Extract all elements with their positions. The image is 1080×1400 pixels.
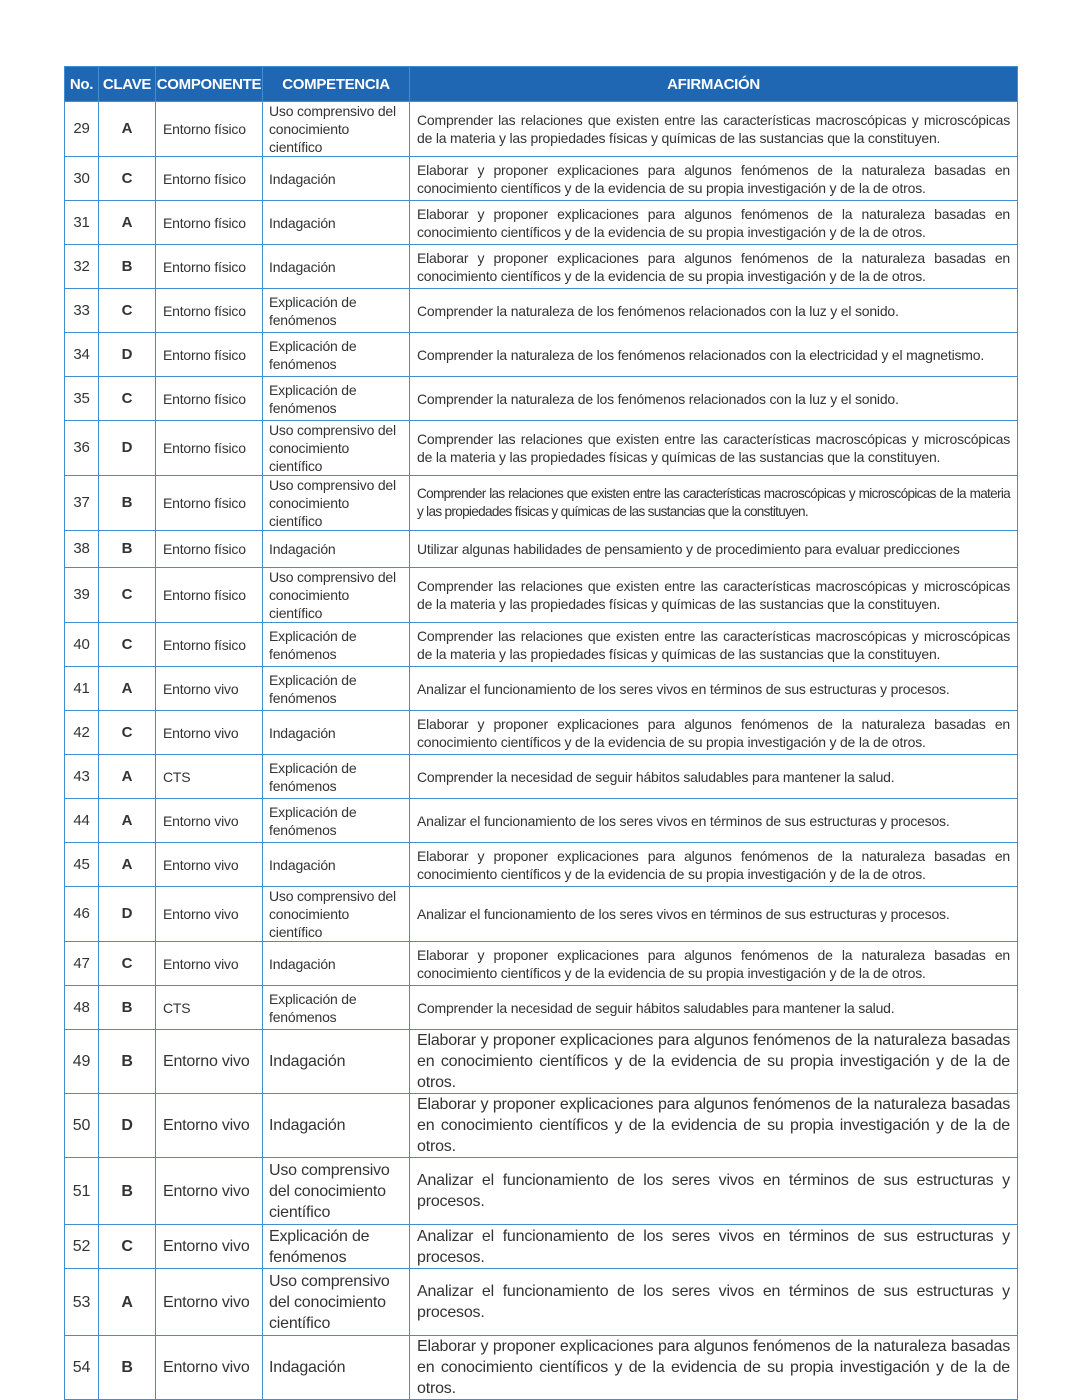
table-row [65,1225,1018,1269]
cell-clave: A [99,102,156,157]
table-row [65,711,1018,755]
cell-clave: D [99,421,156,476]
cell-competencia: Indagación [263,711,410,755]
cell-afirmacion: Elaborar y proponer explicaciones para algunos fenómenos de la naturaleza basadas en conocimiento científicos y de la evidencia de su propia investigación y de la de otros. [410,942,1018,986]
cell-clave: C [99,377,156,421]
cell-no: 46 [65,887,99,942]
cell-componente: CTS [156,755,263,799]
cell-clave: C [99,623,156,667]
cell-afirmacion: Elaborar y proponer explicaciones para algunos fenómenos de la naturaleza basadas en conocimiento científicos y de la evidencia de su propia investigación y de la de otros. [410,711,1018,755]
cell-clave: C [99,942,156,986]
cell-no: 31 [65,201,99,245]
cell-afirmacion: Analizar el funcionamiento de los seres vivos en términos de sus estructuras y procesos. [410,1269,1018,1336]
cell-competencia: Explicación de fenómenos [263,667,410,711]
cell-afirmacion: Analizar el funcionamiento de los seres vivos en términos de sus estructuras y procesos. [410,887,1018,942]
header-componente: COMPONENTE [156,67,263,102]
cell-componente: Entorno vivo [156,799,263,843]
cell-competencia: Indagación [263,531,410,568]
table-row [65,377,1018,421]
table-row [65,1269,1018,1336]
cell-afirmacion: Elaborar y proponer explicaciones para algunos fenómenos de la naturaleza basadas en conocimiento científicos y de la evidencia de su propia investigación y de la de otros. [410,201,1018,245]
cell-afirmacion: Elaborar y proponer explicaciones para algunos fenómenos de la naturaleza basadas en conocimiento científicos y de la evidencia de su propia investigación y de la de otros. [410,1030,1018,1094]
table-row [65,1158,1018,1225]
cell-afirmacion: Comprender las relaciones que existen entre las características macroscópicas y microscópicas de la materia y las propiedades físicas y químicas de las sustancias que la constituyen. [410,476,1018,531]
cell-no: 43 [65,755,99,799]
cell-afirmacion: Comprender las relaciones que existen entre las características macroscópicas y microscópicas de la materia y las propiedades físicas y químicas de las sustancias que la constituyen. [410,568,1018,623]
cell-afirmacion: Comprender la necesidad de seguir hábitos saludables para mantener la salud. [410,986,1018,1030]
table-row [65,1336,1018,1400]
cell-afirmacion: Elaborar y proponer explicaciones para algunos fenómenos de la naturaleza basadas en conocimiento científicos y de la evidencia de su propia investigación y de la de otros. [410,157,1018,201]
cell-componente: Entorno físico [156,289,263,333]
cell-afirmacion: Comprender las relaciones que existen entre las características macroscópicas y microscópicas de la materia y las propiedades físicas y químicas de las sustancias que la constituyen. [410,623,1018,667]
cell-afirmacion: Comprender la naturaleza de los fenómenos relacionados con la luz y el sonido. [410,289,1018,333]
answer-key-table-container [64,66,1017,1400]
cell-clave: B [99,1336,156,1400]
cell-competencia: Indagación [263,201,410,245]
cell-no: 37 [65,476,99,531]
cell-componente: Entorno vivo [156,1269,263,1336]
table-row [65,476,1018,531]
cell-clave: B [99,245,156,289]
cell-competencia: Indagación [263,1336,410,1400]
cell-clave: C [99,289,156,333]
table-row [65,568,1018,623]
table-row [65,245,1018,289]
cell-competencia: Indagación [263,245,410,289]
cell-no: 39 [65,568,99,623]
cell-clave: A [99,843,156,887]
table-row [65,942,1018,986]
cell-no: 54 [65,1336,99,1400]
table-header-row [65,67,1018,102]
cell-componente: Entorno físico [156,377,263,421]
cell-competencia: Explicación de fenómenos [263,755,410,799]
cell-no: 30 [65,157,99,201]
cell-componente: Entorno físico [156,421,263,476]
cell-componente: Entorno físico [156,568,263,623]
cell-componente: Entorno vivo [156,942,263,986]
cell-clave: D [99,333,156,377]
cell-no: 34 [65,333,99,377]
cell-componente: Entorno físico [156,201,263,245]
cell-componente: Entorno físico [156,102,263,157]
cell-no: 40 [65,623,99,667]
cell-competencia: Explicación de fenómenos [263,623,410,667]
cell-competencia: Uso comprensivo del conocimiento científico [263,568,410,623]
table-row [65,843,1018,887]
cell-afirmacion: Analizar el funcionamiento de los seres vivos en términos de sus estructuras y procesos. [410,1225,1018,1269]
cell-clave: D [99,1094,156,1158]
cell-competencia: Indagación [263,843,410,887]
cell-competencia: Indagación [263,942,410,986]
cell-no: 29 [65,102,99,157]
cell-no: 41 [65,667,99,711]
cell-clave: A [99,1269,156,1336]
cell-componente: Entorno físico [156,157,263,201]
cell-componente: Entorno vivo [156,843,263,887]
header-competencia: COMPETENCIA [263,67,410,102]
cell-competencia: Uso comprensivo del conocimiento científico [263,421,410,476]
cell-componente: Entorno vivo [156,1336,263,1400]
cell-no: 38 [65,531,99,568]
table-row [65,623,1018,667]
cell-clave: D [99,887,156,942]
cell-no: 36 [65,421,99,476]
cell-componente: Entorno físico [156,245,263,289]
cell-afirmacion: Analizar el funcionamiento de los seres vivos en términos de sus estructuras y procesos. [410,799,1018,843]
cell-afirmacion: Comprender las relaciones que existen entre las características macroscópicas y microscópicas de la materia y las propiedades físicas y químicas de las sustancias que la constituyen. [410,421,1018,476]
cell-componente: Entorno vivo [156,1094,263,1158]
cell-clave: A [99,799,156,843]
cell-clave: B [99,476,156,531]
table-row [65,289,1018,333]
cell-competencia: Explicación de fenómenos [263,1225,410,1269]
cell-componente: CTS [156,986,263,1030]
cell-componente: Entorno vivo [156,711,263,755]
cell-clave: A [99,667,156,711]
header-afirmacion: AFIRMACIÓN [410,67,1018,102]
cell-no: 50 [65,1094,99,1158]
cell-no: 44 [65,799,99,843]
cell-clave: C [99,711,156,755]
cell-competencia: Uso comprensivo del conocimiento científico [263,887,410,942]
cell-afirmacion: Comprender la naturaleza de los fenómenos relacionados con la luz y el sonido. [410,377,1018,421]
cell-competencia: Indagación [263,1030,410,1094]
cell-no: 32 [65,245,99,289]
cell-afirmacion: Elaborar y proponer explicaciones para algunos fenómenos de la naturaleza basadas en conocimiento científicos y de la evidencia de su propia investigación y de la de otros. [410,843,1018,887]
table-row [65,102,1018,157]
cell-no: 35 [65,377,99,421]
table-row [65,333,1018,377]
cell-clave: B [99,986,156,1030]
cell-clave: C [99,157,156,201]
table-row [65,799,1018,843]
cell-afirmacion: Elaborar y proponer explicaciones para algunos fenómenos de la naturaleza basadas en conocimiento científicos y de la evidencia de su propia investigación y de la de otros. [410,245,1018,289]
cell-afirmacion: Comprender la naturaleza de los fenómenos relacionados con la electricidad y el magnetismo. [410,333,1018,377]
table-row [65,887,1018,942]
cell-afirmacion: Analizar el funcionamiento de los seres vivos en términos de sus estructuras y procesos. [410,667,1018,711]
cell-componente: Entorno físico [156,623,263,667]
cell-no: 53 [65,1269,99,1336]
cell-competencia: Uso comprensivo del conocimiento científico [263,102,410,157]
cell-no: 47 [65,942,99,986]
cell-competencia: Explicación de fenómenos [263,377,410,421]
cell-componente: Entorno físico [156,531,263,568]
cell-competencia: Explicación de fenómenos [263,986,410,1030]
cell-componente: Entorno vivo [156,1030,263,1094]
cell-clave: B [99,531,156,568]
cell-competencia: Explicación de fenómenos [263,333,410,377]
cell-clave: A [99,755,156,799]
table-row [65,755,1018,799]
cell-no: 49 [65,1030,99,1094]
cell-componente: Entorno físico [156,476,263,531]
cell-clave: A [99,201,156,245]
table-row [65,667,1018,711]
cell-afirmacion: Analizar el funcionamiento de los seres vivos en términos de sus estructuras y procesos. [410,1158,1018,1225]
table-row [65,531,1018,568]
table-row [65,201,1018,245]
table-row [65,1094,1018,1158]
cell-componente: Entorno vivo [156,667,263,711]
cell-clave: B [99,1030,156,1094]
header-clave: CLAVE [99,67,156,102]
table-row [65,157,1018,201]
table-row [65,1030,1018,1094]
cell-afirmacion: Elaborar y proponer explicaciones para algunos fenómenos de la naturaleza basadas en conocimiento científicos y de la evidencia de su propia investigación y de la de otros. [410,1094,1018,1158]
cell-afirmacion: Comprender las relaciones que existen entre las características macroscópicas y microscópicas de la materia y las propiedades físicas y químicas de las sustancias que la constituyen. [410,102,1018,157]
cell-no: 52 [65,1225,99,1269]
cell-componente: Entorno vivo [156,1225,263,1269]
cell-no: 48 [65,986,99,1030]
cell-competencia: Uso comprensivo del conocimiento científico [263,476,410,531]
cell-competencia: Uso comprensivo del conocimiento científico [263,1158,410,1225]
cell-clave: C [99,1225,156,1269]
cell-no: 45 [65,843,99,887]
cell-competencia: Uso comprensivo del conocimiento científico [263,1269,410,1336]
cell-competencia: Indagación [263,157,410,201]
cell-afirmacion: Comprender la necesidad de seguir hábitos saludables para mantener la salud. [410,755,1018,799]
cell-no: 33 [65,289,99,333]
cell-no: 51 [65,1158,99,1225]
cell-componente: Entorno vivo [156,887,263,942]
cell-competencia: Explicación de fenómenos [263,289,410,333]
cell-afirmacion: Utilizar algunas habilidades de pensamiento y de procedimiento para evaluar predicciones [410,531,1018,568]
cell-clave: B [99,1158,156,1225]
table-row [65,421,1018,476]
header-no: No. [65,67,99,102]
cell-competencia: Explicación de fenómenos [263,799,410,843]
answer-key-table [64,66,1018,1400]
cell-componente: Entorno vivo [156,1158,263,1225]
table-row [65,986,1018,1030]
cell-componente: Entorno físico [156,333,263,377]
cell-no: 42 [65,711,99,755]
cell-clave: C [99,568,156,623]
cell-afirmacion: Elaborar y proponer explicaciones para algunos fenómenos de la naturaleza basadas en conocimiento científicos y de la evidencia de su propia investigación y de la de otros. [410,1336,1018,1400]
cell-competencia: Indagación [263,1094,410,1158]
